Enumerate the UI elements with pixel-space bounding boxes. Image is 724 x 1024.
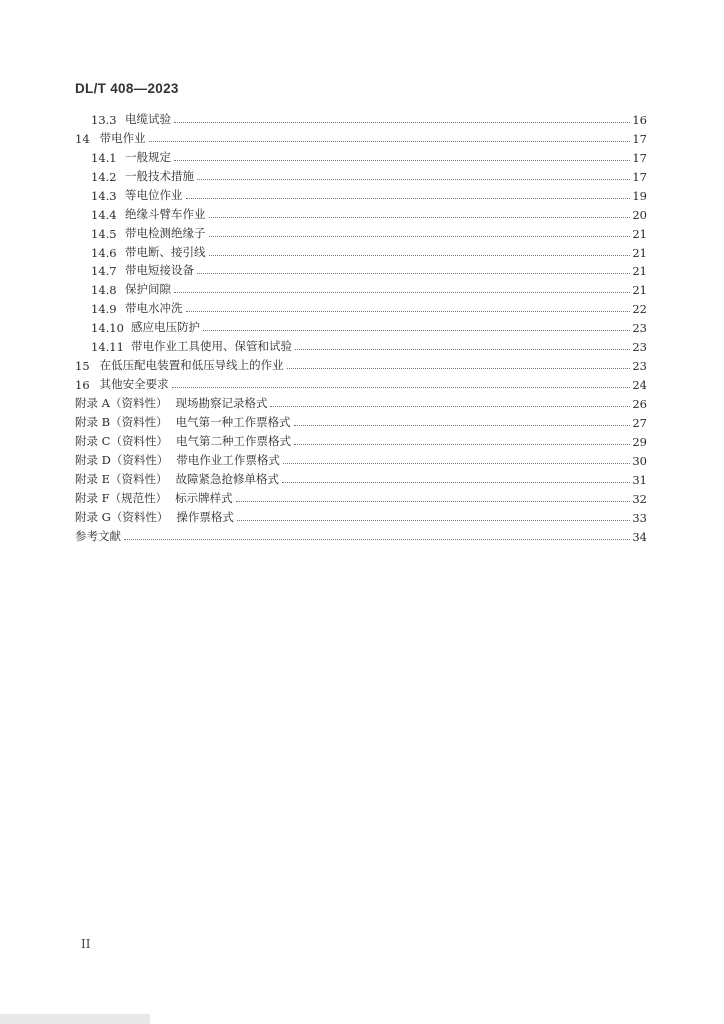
- toc-entry-page: 23: [632, 359, 647, 374]
- toc-entry-title: 现场勘察记录格式: [175, 396, 268, 410]
- toc-leader-dots: [209, 235, 631, 237]
- toc-entry-number: 附录 E（资料性）: [75, 471, 168, 486]
- toc-leader-dots: [197, 178, 630, 180]
- toc-entry-number: 14.9: [91, 302, 117, 317]
- toc-entry-number: 14.10: [91, 321, 124, 336]
- toc-entry-title: 带电作业工具使用、保管和试验: [131, 339, 292, 354]
- toc-entry-number: 14: [75, 131, 90, 146]
- toc-entry-title: 一般规定: [125, 149, 171, 164]
- toc-entry-page: 24: [632, 378, 647, 393]
- toc-entry-number: 附录 C（资料性）: [75, 433, 168, 448]
- scan-edge: [0, 1014, 150, 1024]
- toc-leader-dots: [186, 310, 631, 312]
- toc-entry-number: 14.11: [91, 340, 124, 355]
- toc-entry-page: 23: [632, 321, 647, 336]
- toc-entry-number: 附录 F（规范性）: [75, 490, 168, 505]
- toc-entry-page: 30: [632, 453, 647, 468]
- toc-entry-number: 附录 B（资料性）: [75, 414, 168, 429]
- toc-entry-page: 29: [632, 434, 647, 449]
- toc-entry-title: 电缆试验: [125, 111, 171, 126]
- toc-entry[interactable]: [75, 108, 647, 127]
- toc-entry[interactable]: [75, 525, 647, 544]
- toc-entry-number: 16: [75, 378, 90, 393]
- toc-leader-dots: [186, 197, 631, 199]
- toc-entry-number: 14.1: [91, 150, 117, 165]
- toc-entry-page: 19: [632, 188, 647, 203]
- toc-entry[interactable]: [75, 449, 647, 468]
- toc-entry-page: 21: [632, 264, 647, 279]
- toc-entry[interactable]: [75, 487, 647, 506]
- toc-leader-dots: [282, 481, 630, 483]
- toc-entry[interactable]: [75, 373, 647, 392]
- toc-entry-number: 14.3: [91, 188, 117, 203]
- toc-leader-dots: [287, 367, 631, 369]
- toc-entry[interactable]: [75, 297, 647, 316]
- toc-entry[interactable]: [75, 203, 647, 222]
- toc-entry-page: 31: [632, 472, 647, 487]
- toc-entry[interactable]: [75, 335, 647, 354]
- toc-entry[interactable]: [75, 127, 647, 146]
- toc-leader-dots: [203, 329, 630, 331]
- toc-leader-dots: [124, 538, 630, 540]
- toc-entry-title: 在低压配电装置和低压导线上的作业: [99, 358, 284, 373]
- toc-entry-page: 17: [632, 131, 647, 146]
- toc-entry-title: 其他安全要求: [99, 377, 169, 392]
- toc-entry[interactable]: [75, 354, 647, 373]
- toc-entry-number: 14.2: [91, 169, 117, 184]
- toc-entry[interactable]: [75, 165, 647, 184]
- toc-leader-dots: [209, 216, 631, 218]
- toc-entry[interactable]: [75, 392, 647, 411]
- toc-entry[interactable]: [75, 278, 647, 297]
- toc-leader-dots: [197, 272, 630, 274]
- toc-entry-title: 故障紧急抢修单格式: [175, 471, 280, 486]
- toc-entry-number: 14.4: [91, 207, 117, 222]
- toc-entry[interactable]: [75, 316, 647, 335]
- toc-entry-title: 带电作业: [99, 130, 146, 145]
- toc-entry-page: 17: [632, 169, 647, 184]
- toc-entry-page: 33: [632, 510, 647, 525]
- toc-entry-page: 27: [632, 415, 647, 430]
- toc-entry-title: 带电作业工作票格式: [176, 452, 280, 467]
- toc-entry-title: 带电断、接引线: [125, 244, 206, 259]
- toc-leader-dots: [294, 443, 630, 445]
- toc-entry-number: 14.6: [91, 245, 117, 260]
- toc-leader-dots: [174, 159, 630, 161]
- toc-entry-title: 操作票格式: [176, 509, 234, 524]
- toc-entry[interactable]: [75, 241, 647, 260]
- toc-entry-page: 21: [632, 226, 647, 241]
- toc-leader-dots: [295, 348, 630, 350]
- toc-entry-number: 15: [75, 359, 90, 374]
- toc-entry[interactable]: [75, 260, 647, 279]
- toc-entry-title: 感应电压防护: [131, 320, 200, 335]
- toc-leader-dots: [237, 519, 631, 521]
- toc-leader-dots: [283, 462, 630, 464]
- toc-entry-title: 等电位作业: [125, 187, 183, 202]
- toc-entry-page: 21: [632, 283, 647, 298]
- toc-entry-page: 17: [632, 150, 647, 165]
- toc-entry-number: 13.3: [91, 112, 117, 127]
- document-header: DL/T 408—2023: [75, 81, 179, 96]
- toc-leader-dots: [270, 405, 630, 407]
- toc-entry-page: 16: [632, 112, 647, 127]
- toc-entry[interactable]: [75, 430, 647, 449]
- toc-entry-number: 附录 D（资料性）: [75, 452, 169, 467]
- toc-leader-dots: [236, 500, 631, 502]
- toc-entry[interactable]: [75, 184, 647, 203]
- toc-entry[interactable]: [75, 506, 647, 525]
- toc-entry-title: 保护间隙: [125, 282, 171, 297]
- toc-leader-dots: [174, 291, 630, 293]
- toc-entry-page: 34: [632, 529, 647, 544]
- toc-entry-title: 带电短接设备: [125, 263, 194, 278]
- toc-entry-title: 带电水冲洗: [125, 301, 183, 316]
- toc-leader-dots: [149, 140, 631, 142]
- toc-leader-dots: [174, 121, 630, 123]
- toc-entry-page: 23: [632, 340, 647, 355]
- toc-leader-dots: [209, 254, 631, 256]
- toc-entry[interactable]: [75, 222, 647, 241]
- toc-entry-page: 26: [632, 397, 647, 411]
- table-of-contents: [75, 108, 647, 544]
- toc-entry-title: 电气第二种工作票格式: [175, 433, 291, 448]
- toc-entry[interactable]: [75, 411, 647, 430]
- page-number: II: [81, 937, 91, 951]
- toc-entry-title: 电气第一种工作票格式: [175, 414, 291, 429]
- toc-entry-number: 14.7: [91, 264, 117, 279]
- toc-entry-title: 绝缘斗臂车作业: [125, 206, 206, 221]
- toc-leader-dots: [294, 424, 631, 426]
- toc-entry-title: 一般技术措施: [125, 168, 194, 183]
- toc-entry-number: 附录 A（资料性）: [75, 396, 168, 410]
- toc-entry-page: 32: [632, 491, 647, 506]
- toc-entry-title: 标示牌样式: [175, 490, 233, 505]
- toc-entry-page: 22: [632, 302, 647, 317]
- toc-entry-page: 21: [632, 245, 647, 260]
- toc-leader-dots: [172, 386, 631, 388]
- toc-entry-number: 附录 G（资料性）: [75, 509, 169, 524]
- toc-entry-title: 带电检测绝缘子: [125, 225, 206, 240]
- toc-entry-number: 14.8: [91, 283, 117, 298]
- toc-entry-page: 20: [632, 207, 647, 222]
- toc-entry[interactable]: [75, 146, 647, 165]
- toc-entry[interactable]: [75, 468, 647, 487]
- toc-entry-title: 参考文献: [75, 528, 121, 543]
- toc-entry-number: 14.5: [91, 226, 117, 241]
